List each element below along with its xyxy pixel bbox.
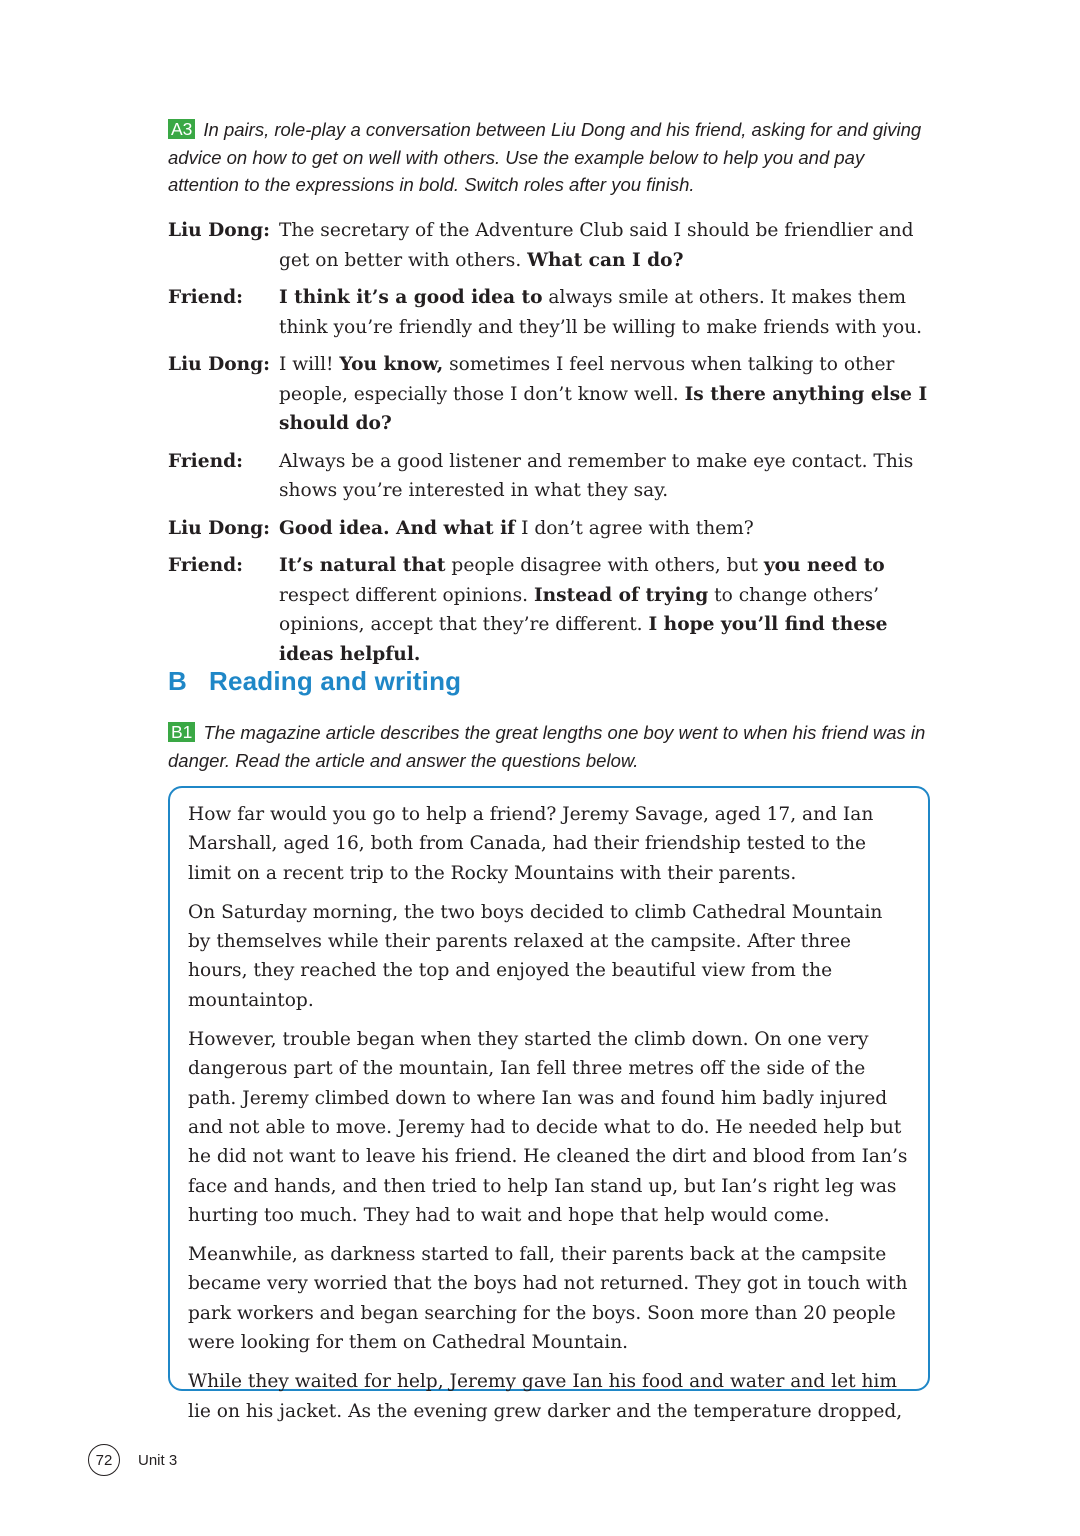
dialogue-line <box>168 350 938 439</box>
speech-text <box>279 551 938 669</box>
unit-label: Unit 3 <box>138 1451 178 1469</box>
speaker-label: Liu Dong: <box>168 354 271 375</box>
speech-segment: I don’t agree with them? <box>515 517 754 539</box>
page-number: 72 <box>88 1444 120 1476</box>
article-box <box>168 786 930 1422</box>
page-footer <box>88 1444 177 1476</box>
article-paragraph: How far would you go to help a friend? Jeremy Savage, aged 17, and Ian Marshall, aged 16, both from Canada, had their friendship tested to the limit on a recent trip to the Rocky Mountains with their parents. <box>188 804 874 884</box>
speech-text <box>279 216 938 275</box>
dialogue-line <box>168 283 938 342</box>
bold-expression: It’s natural that <box>279 555 446 576</box>
b1-instruction-text: The magazine article describes the great lengths one boy went to when his friend was in danger. Read the article and answer the questions below. <box>168 722 926 771</box>
section-title-text: Reading and writing <box>209 666 462 696</box>
bold-expression: you need to <box>763 555 885 576</box>
section-letter: B <box>168 666 187 696</box>
article-paragraph: On Saturday morning, the two boys decided to climb Cathedral Mountain by themselves while their parents relaxed at the campsite. After three hours, they reached the top and enjoyed the beautiful view from the mountaintop. <box>188 901 883 1011</box>
bold-expression: I think it’s a good idea to <box>279 287 543 308</box>
article-paragraph: Meanwhile, as darkness started to fall, their parents back at the campsite became very worried that the boys had not returned. They got in touch with park workers and began searching for the boys. Soon more than 20 people were looking for them on Cathedral Mountain. <box>188 1244 908 1354</box>
speech-segment: respect different opinions. <box>279 584 534 606</box>
speech-text <box>279 514 938 544</box>
speech-segment: I will! <box>279 354 340 375</box>
speech-text <box>279 350 938 439</box>
bold-expression: Is there anything else I should do? <box>279 383 928 434</box>
speech-segment: The secretary of the Adventure Club said I should be friendlier and get on better with others. <box>279 220 914 271</box>
article-paragraph: While they waited for help, Jeremy gave Ian his food and water and let him lie on his jacket. As the evening grew darker and the temperature dropped, <box>188 1371 903 1422</box>
bold-expression: You know, <box>339 354 444 375</box>
bold-expression: I hope you’ll find these ideas helpful. <box>279 614 888 665</box>
speech-segment: to change others’ opinions, accept that they’re different. <box>279 584 879 635</box>
dialogue-line <box>168 551 938 669</box>
speaker-label: Friend: <box>168 450 243 472</box>
speaker-label: Friend: <box>168 555 243 576</box>
speech-segment: people disagree with others, but <box>445 555 764 576</box>
speaker-label: Liu Dong: <box>168 220 271 241</box>
speaker-label: Friend: <box>168 287 243 308</box>
b1-tag: B1 <box>168 722 195 742</box>
speech-segment: sometimes I feel nervous when talking to other people, especially those I don’t know well. <box>279 354 895 405</box>
a3-tag: A3 <box>168 119 195 139</box>
section-heading <box>168 666 461 697</box>
speech-text <box>279 447 938 506</box>
speech-segment: always smile at others. It makes them think you’re friendly and they’ll be willing to make friends with you. <box>279 287 923 338</box>
b1-instruction <box>168 719 938 774</box>
dialogue-line <box>168 447 938 506</box>
speech-text <box>279 283 938 342</box>
a3-instruction-text: In pairs, role-play a conversation between Liu Dong and his friend, asking for and giving advice on how to get on well with others. Use the example below to help you and pay attention to the expressions in bold. Switch roles after you finish. <box>168 119 922 195</box>
bold-expression: Good idea. And what if <box>279 517 516 539</box>
dialogue-line <box>168 216 938 275</box>
bold-expression: Instead of trying <box>533 584 709 606</box>
dialogue-line <box>168 514 938 544</box>
speaker-label: Liu Dong: <box>168 517 271 539</box>
bold-expression: What can I do? <box>527 249 684 271</box>
speech-segment: Always be a good listener and remember to make eye contact. This shows you’re interested in what they say. <box>279 450 914 501</box>
a3-instruction <box>168 116 938 199</box>
article-paragraph: However, trouble began when they started the climb down. On one very dangerous part of the mountain, Ian fell three metres off the side of the path. Jeremy climbed down to where Ian was and found him badly injured and not able to move. Jeremy had to decide what to do. He needed help but he did not want to leave his friend. He cleaned the dirt and blood from Ian’s face and hands, and then tried to help Ian stand up, but Ian’s right leg was hurting too much. They had to wait and hope that help would come. <box>188 1029 908 1226</box>
dialogue <box>168 216 938 677</box>
